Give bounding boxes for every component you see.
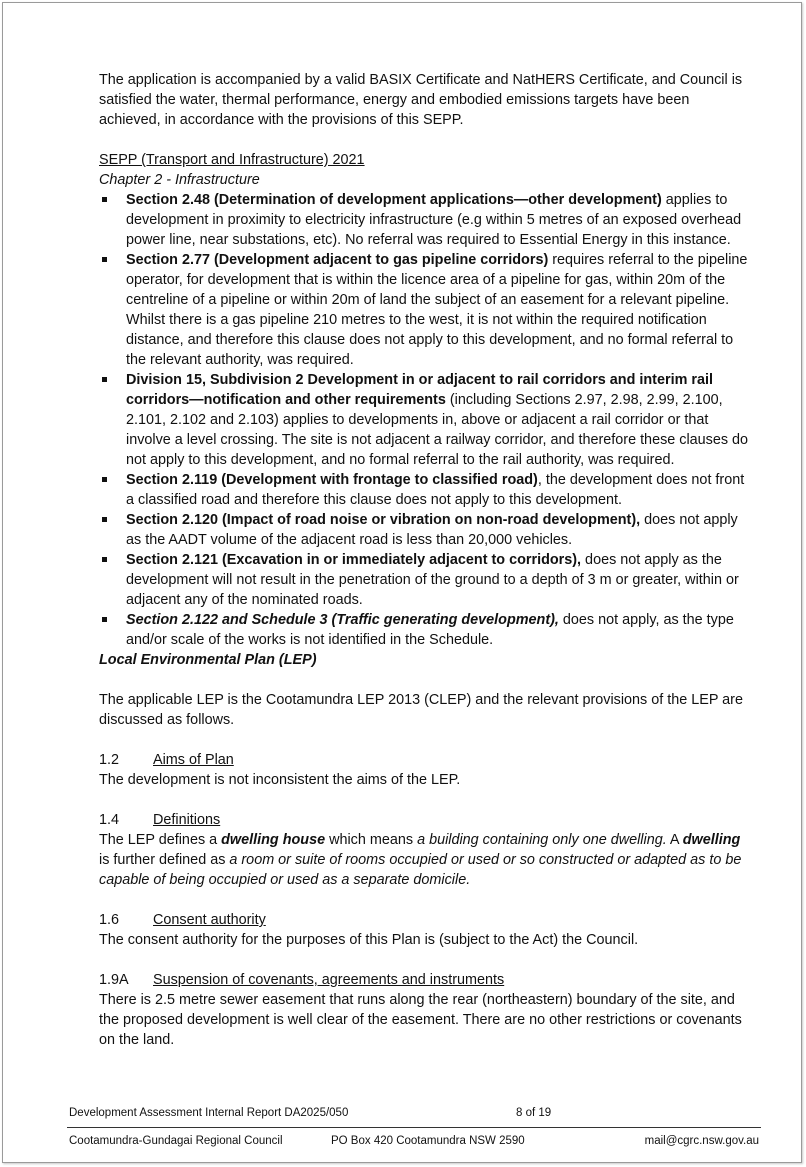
- section-text: does not apply as the AADT volume of the adjacent road is less than 20,000 vehicles.: [126, 512, 738, 548]
- section-title: Section 2.119 (Development with frontage to classified road): [126, 472, 538, 488]
- list-item: [99, 550, 749, 610]
- section-title: Section 2.77 (Development adjacent to gas pipeline corridors): [126, 252, 549, 268]
- clause-heading-1-9a: [99, 970, 749, 990]
- section-title: Division 15, Subdivision 2 Development in or adjacent to rail corridors and interim rail corridors—notification and other requirements: [126, 372, 713, 408]
- list-item: [99, 470, 749, 510]
- sepp-heading: SEPP (Transport and Infrastructure) 2021: [99, 152, 365, 168]
- clause-title: Suspension of covenants, agreements and instruments: [153, 972, 505, 988]
- postal-address: PO Box 420 Cootamundra NSW 2590: [331, 1135, 525, 1147]
- list-item: [99, 250, 749, 370]
- clause-heading-1-2: [99, 750, 749, 770]
- clause-title: Definitions: [153, 812, 221, 828]
- section-text: applies to development in proximity to electricity infrastructure (e.g within 5 metres of an exposed overhead power line, near substations, etc). No referral was required to Essential Energy in this instance.: [126, 192, 742, 248]
- section-title: Section 2.121 (Excavation in or immediately adjacent to corridors),: [126, 552, 582, 568]
- page-content: [99, 70, 749, 1050]
- clause-title: Aims of Plan: [153, 752, 234, 768]
- clause-number: 1.6: [99, 912, 120, 928]
- page-number: 8 of 19: [516, 1107, 552, 1119]
- list-item: [99, 370, 749, 470]
- clause-body: [99, 830, 749, 890]
- footer-report-line: [69, 1107, 759, 1123]
- list-item: [99, 610, 749, 650]
- text-run: A: [666, 832, 683, 848]
- section-text: does not apply, as the type and/or scale of the works is not identified in the Schedule.: [126, 612, 734, 648]
- clause-body: The development is not inconsistent the aims of the LEP.: [99, 772, 461, 788]
- email-address: mail@cgrc.nsw.gov.au: [644, 1135, 759, 1147]
- text-run: The LEP defines a: [99, 832, 222, 848]
- clause-heading-1-4: [99, 810, 749, 830]
- list-item: [99, 190, 749, 250]
- section-title: Section 2.48 (Determination of development applications—other development): [126, 192, 662, 208]
- sepp-chapter: Chapter 2 - Infrastructure: [99, 172, 260, 188]
- list-item: [99, 510, 749, 550]
- clause-heading-1-6: [99, 910, 749, 930]
- council-name: Cootamundra-Gundagai Regional Council: [69, 1135, 283, 1147]
- lep-intro: The applicable LEP is the Cootamundra LEP 2013 (CLEP) and the relevant provisions of the LEP are discussed as follows.: [99, 692, 743, 728]
- defined-term: dwelling house: [221, 832, 326, 848]
- definition-text: a room or suite of rooms occupied or used or so constructed or adapted as to be capable of being occupied or used as a separate domicile.: [99, 852, 742, 888]
- clause-number: 1.9A: [99, 972, 129, 988]
- section-title: Section 2.120 (Impact of road noise or vibration on non-road development),: [126, 512, 641, 528]
- report-title: Development Assessment Internal Report DA2025/050: [69, 1107, 349, 1119]
- section-text: , the development does not front a classified road and therefore this clause does not apply to this development.: [126, 472, 745, 508]
- section-text: does not apply as the development will not result in the penetration of the ground to a depth of 3 m or greater, within or adjacent any of the nominated roads.: [126, 552, 739, 608]
- sepp-section-list: [99, 190, 749, 650]
- basix-paragraph: The application is accompanied by a valid BASIX Certificate and NatHERS Certificate, and Council is satisfied the water, thermal performance, energy and embodied emissions targets have been achieved, in accordance with the provisions of this SEPP.: [99, 72, 743, 128]
- section-text: (including Sections 2.97, 2.98, 2.99, 2.100, 2.101, 2.102 and 2.103) applies to developments in, above or adjacent a rail corridor or that involve a level crossing. The site is not adjacent a railway corridor, and therefore these clauses do not apply to this development, and no formal referral to the rail authority, was required.: [126, 392, 749, 468]
- clause-body: The consent authority for the purposes of this Plan is (subject to the Act) the Council.: [99, 932, 639, 948]
- clause-number: 1.4: [99, 812, 120, 828]
- text-run: is further defined as: [99, 852, 230, 868]
- clause-number: 1.2: [99, 752, 120, 768]
- document-page: [2, 2, 802, 1163]
- section-text: requires referral to the pipeline operator, for development that is within the licence area of a pipeline for gas, within 20m of the centreline of a pipeline or within 20m of land the subject of an easement for a relevant pipeline. Whilst there is a gas pipeline 210 metres to the west, it is not within the required notification distance, and therefore this clause does not apply to this development, and no formal referral to the relevant authority, was required.: [126, 252, 748, 368]
- text-run: which means: [325, 832, 418, 848]
- defined-term: dwelling: [682, 832, 741, 848]
- lep-heading: Local Environmental Plan (LEP): [99, 652, 317, 668]
- clause-title: Consent authority: [153, 912, 266, 928]
- footer-divider: [67, 1127, 761, 1128]
- section-title: Section 2.122 and Schedule 3 (Traffic generating development),: [126, 612, 559, 628]
- definition-text: a building containing only one dwelling.: [417, 832, 667, 848]
- footer-contact-line: [69, 1135, 759, 1151]
- clause-body: There is 2.5 metre sewer easement that runs along the rear (northeastern) boundary of the site, and the proposed development is well clear of the easement. There are no other restrictions or covenants on the land.: [99, 992, 742, 1048]
